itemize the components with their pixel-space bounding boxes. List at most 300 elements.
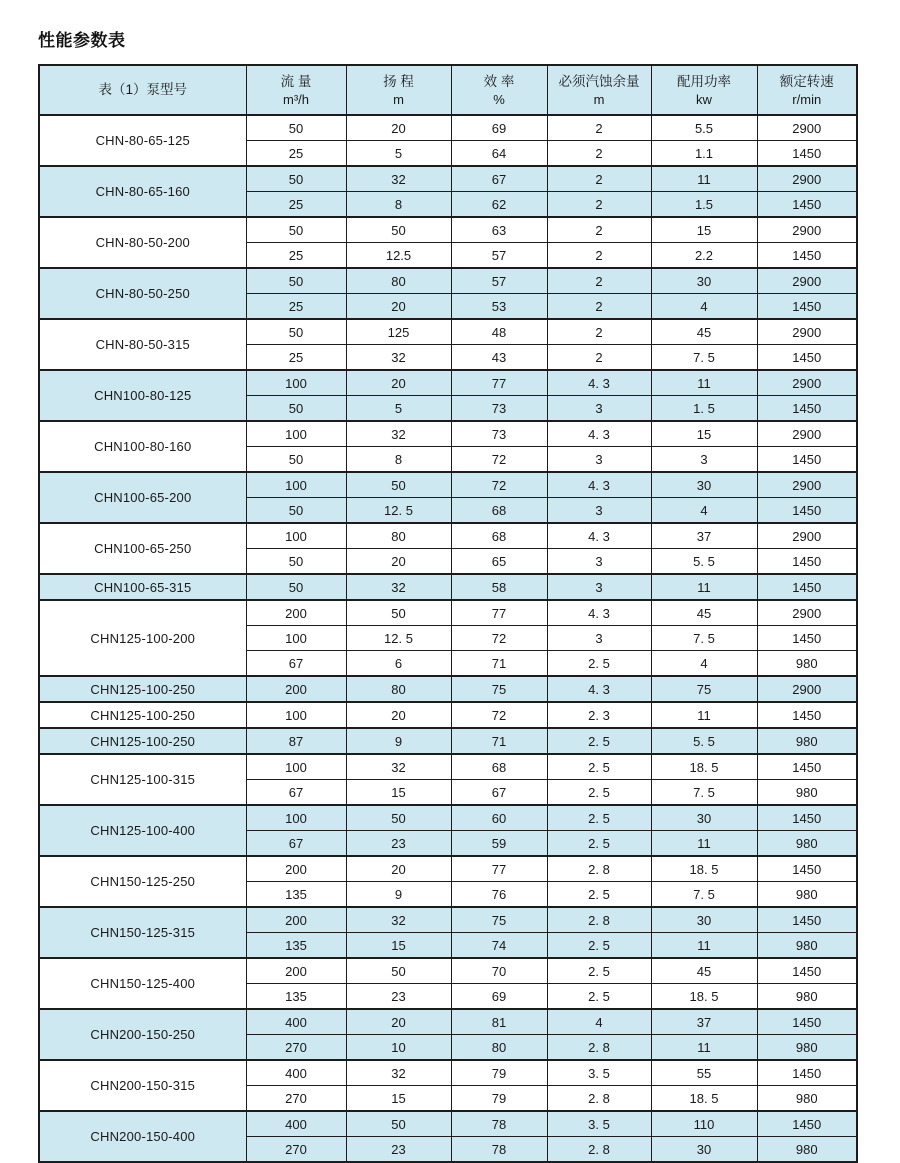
value-cell: 71	[451, 728, 547, 754]
pump-model-cell: CHN125-100-315	[39, 754, 246, 805]
value-cell: 15	[346, 780, 451, 806]
pump-model-cell: CHN-80-65-125	[39, 115, 246, 166]
pump-model-cell: CHN150-125-250	[39, 856, 246, 907]
value-cell: 3	[547, 549, 651, 575]
table-row	[39, 1060, 857, 1086]
value-cell: 50	[246, 319, 346, 345]
value-cell: 3	[651, 447, 757, 473]
value-cell: 15	[346, 933, 451, 959]
value-cell: 30	[651, 1137, 757, 1163]
value-cell: 7. 5	[651, 882, 757, 908]
value-cell: 400	[246, 1111, 346, 1137]
value-cell: 23	[346, 984, 451, 1010]
value-cell: 32	[346, 345, 451, 371]
value-cell: 79	[451, 1086, 547, 1112]
value-cell: 2	[547, 141, 651, 167]
value-cell: 5	[346, 396, 451, 422]
value-cell: 2900	[757, 217, 857, 243]
pump-model-cell: CHN-80-50-200	[39, 217, 246, 268]
value-cell: 9	[346, 882, 451, 908]
value-cell: 2900	[757, 421, 857, 447]
column-unit: m³/h	[283, 91, 309, 107]
value-cell: 2	[547, 345, 651, 371]
value-cell: 4	[651, 651, 757, 677]
table-row	[39, 421, 857, 447]
value-cell: 100	[246, 702, 346, 728]
value-cell: 43	[451, 345, 547, 371]
value-cell: 32	[346, 421, 451, 447]
value-cell: 3. 5	[547, 1111, 651, 1137]
value-cell: 980	[757, 728, 857, 754]
value-cell: 1450	[757, 958, 857, 984]
value-cell: 1.1	[651, 141, 757, 167]
value-cell: 100	[246, 370, 346, 396]
value-cell: 50	[246, 574, 346, 600]
value-cell: 20	[346, 1009, 451, 1035]
value-cell: 4. 3	[547, 523, 651, 549]
value-cell: 10	[346, 1035, 451, 1061]
value-cell: 18. 5	[651, 1086, 757, 1112]
value-cell: 67	[246, 651, 346, 677]
table-row	[39, 676, 857, 702]
column-label: 配用功率	[677, 73, 731, 89]
value-cell: 1450	[757, 856, 857, 882]
column-header-3	[451, 65, 547, 115]
value-cell: 20	[346, 856, 451, 882]
value-cell: 50	[246, 166, 346, 192]
value-cell: 2	[547, 166, 651, 192]
value-cell: 980	[757, 1086, 857, 1112]
value-cell: 980	[757, 882, 857, 908]
value-cell: 68	[451, 523, 547, 549]
pump-model-cell: CHN100-80-125	[39, 370, 246, 421]
pump-model-cell: CHN-80-65-160	[39, 166, 246, 217]
table-body	[39, 115, 857, 1162]
value-cell: 68	[451, 498, 547, 524]
value-cell: 37	[651, 523, 757, 549]
value-cell: 57	[451, 268, 547, 294]
pump-model-cell: CHN200-150-250	[39, 1009, 246, 1060]
value-cell: 980	[757, 984, 857, 1010]
value-cell: 1450	[757, 243, 857, 269]
value-cell: 3	[547, 396, 651, 422]
value-cell: 69	[451, 115, 547, 141]
value-cell: 72	[451, 626, 547, 651]
value-cell: 80	[346, 523, 451, 549]
value-cell: 2	[547, 115, 651, 141]
value-cell: 4. 3	[547, 370, 651, 396]
value-cell: 80	[346, 676, 451, 702]
pump-model-cell: CHN100-80-160	[39, 421, 246, 472]
value-cell: 1450	[757, 549, 857, 575]
value-cell: 5	[346, 141, 451, 167]
value-cell: 67	[451, 780, 547, 806]
value-cell: 2900	[757, 600, 857, 626]
value-cell: 11	[651, 1035, 757, 1061]
column-header-0	[39, 65, 246, 115]
table-row	[39, 600, 857, 626]
value-cell: 12. 5	[346, 498, 451, 524]
value-cell: 81	[451, 1009, 547, 1035]
table-row	[39, 319, 857, 345]
value-cell: 5. 5	[651, 549, 757, 575]
table-row	[39, 754, 857, 780]
value-cell: 50	[246, 268, 346, 294]
value-cell: 74	[451, 933, 547, 959]
value-cell: 50	[346, 472, 451, 498]
value-cell: 1. 5	[651, 396, 757, 422]
value-cell: 72	[451, 447, 547, 473]
value-cell: 32	[346, 907, 451, 933]
pump-model-cell: CHN-80-50-250	[39, 268, 246, 319]
value-cell: 2. 8	[547, 907, 651, 933]
value-cell: 270	[246, 1086, 346, 1112]
header-row	[39, 65, 857, 115]
value-cell: 100	[246, 805, 346, 831]
value-cell: 58	[451, 574, 547, 600]
value-cell: 65	[451, 549, 547, 575]
value-cell: 50	[246, 498, 346, 524]
value-cell: 18. 5	[651, 754, 757, 780]
value-cell: 200	[246, 676, 346, 702]
value-cell: 1450	[757, 396, 857, 422]
value-cell: 270	[246, 1035, 346, 1061]
table-row	[39, 574, 857, 600]
value-cell: 200	[246, 958, 346, 984]
value-cell: 2900	[757, 115, 857, 141]
value-cell: 9	[346, 728, 451, 754]
value-cell: 20	[346, 294, 451, 320]
value-cell: 1450	[757, 294, 857, 320]
value-cell: 73	[451, 396, 547, 422]
value-cell: 77	[451, 856, 547, 882]
value-cell: 7. 5	[651, 345, 757, 371]
value-cell: 15	[651, 421, 757, 447]
value-cell: 135	[246, 984, 346, 1010]
value-cell: 64	[451, 141, 547, 167]
column-label: 表（1）泵型号	[98, 82, 187, 97]
value-cell: 67	[451, 166, 547, 192]
value-cell: 50	[346, 600, 451, 626]
value-cell: 270	[246, 1137, 346, 1163]
table-row	[39, 1111, 857, 1137]
value-cell: 45	[651, 600, 757, 626]
value-cell: 50	[246, 447, 346, 473]
value-cell: 1450	[757, 754, 857, 780]
value-cell: 1450	[757, 574, 857, 600]
column-header-5	[651, 65, 757, 115]
value-cell: 4. 3	[547, 421, 651, 447]
table-row	[39, 472, 857, 498]
value-cell: 15	[651, 217, 757, 243]
pump-model-cell: CHN100-65-315	[39, 574, 246, 600]
value-cell: 25	[246, 345, 346, 371]
table-row	[39, 268, 857, 294]
value-cell: 3	[547, 447, 651, 473]
value-cell: 100	[246, 626, 346, 651]
table-row	[39, 805, 857, 831]
value-cell: 2. 5	[547, 984, 651, 1010]
value-cell: 11	[651, 831, 757, 857]
column-unit: %	[493, 91, 505, 107]
value-cell: 11	[651, 574, 757, 600]
value-cell: 100	[246, 523, 346, 549]
value-cell: 2900	[757, 370, 857, 396]
pump-model-cell: CHN125-100-250	[39, 676, 246, 702]
value-cell: 30	[651, 907, 757, 933]
column-header-4	[547, 65, 651, 115]
value-cell: 2900	[757, 268, 857, 294]
pump-model-cell: CHN-80-50-315	[39, 319, 246, 370]
value-cell: 80	[346, 268, 451, 294]
table-row	[39, 217, 857, 243]
value-cell: 1450	[757, 805, 857, 831]
table-row	[39, 958, 857, 984]
value-cell: 1450	[757, 447, 857, 473]
value-cell: 1450	[757, 1060, 857, 1086]
value-cell: 72	[451, 472, 547, 498]
value-cell: 2. 8	[547, 1086, 651, 1112]
value-cell: 5.5	[651, 115, 757, 141]
value-cell: 50	[346, 1111, 451, 1137]
column-unit: r/min	[792, 91, 822, 107]
column-header-1	[246, 65, 346, 115]
value-cell: 75	[651, 676, 757, 702]
table-row	[39, 523, 857, 549]
value-cell: 78	[451, 1111, 547, 1137]
value-cell: 50	[246, 115, 346, 141]
value-cell: 2. 8	[547, 1137, 651, 1163]
value-cell: 11	[651, 702, 757, 728]
column-unit: m	[393, 91, 404, 107]
value-cell: 980	[757, 1137, 857, 1163]
value-cell: 11	[651, 166, 757, 192]
value-cell: 50	[346, 217, 451, 243]
value-cell: 32	[346, 754, 451, 780]
pump-model-cell: CHN125-100-200	[39, 600, 246, 676]
table-row	[39, 728, 857, 754]
value-cell: 76	[451, 882, 547, 908]
value-cell: 3	[547, 498, 651, 524]
value-cell: 37	[651, 1009, 757, 1035]
value-cell: 57	[451, 243, 547, 269]
performance-parameters-table	[38, 64, 858, 1163]
value-cell: 20	[346, 549, 451, 575]
value-cell: 75	[451, 676, 547, 702]
value-cell: 87	[246, 728, 346, 754]
value-cell: 4	[651, 498, 757, 524]
value-cell: 2. 5	[547, 958, 651, 984]
value-cell: 7. 5	[651, 780, 757, 806]
pump-model-cell: CHN125-100-400	[39, 805, 246, 856]
value-cell: 4. 3	[547, 676, 651, 702]
value-cell: 3	[547, 574, 651, 600]
table-header	[39, 65, 857, 115]
value-cell: 2. 8	[547, 856, 651, 882]
value-cell: 79	[451, 1060, 547, 1086]
pump-model-cell: CHN100-65-200	[39, 472, 246, 523]
value-cell: 3. 5	[547, 1060, 651, 1086]
value-cell: 80	[451, 1035, 547, 1061]
value-cell: 2	[547, 243, 651, 269]
value-cell: 2. 5	[547, 882, 651, 908]
value-cell: 2. 8	[547, 1035, 651, 1061]
value-cell: 1450	[757, 141, 857, 167]
value-cell: 20	[346, 702, 451, 728]
value-cell: 50	[246, 396, 346, 422]
value-cell: 67	[246, 831, 346, 857]
column-header-6	[757, 65, 857, 115]
value-cell: 53	[451, 294, 547, 320]
value-cell: 2	[547, 192, 651, 218]
value-cell: 4. 3	[547, 472, 651, 498]
value-cell: 980	[757, 651, 857, 677]
pump-model-cell: CHN150-125-315	[39, 907, 246, 958]
value-cell: 2.2	[651, 243, 757, 269]
value-cell: 2900	[757, 319, 857, 345]
value-cell: 20	[346, 370, 451, 396]
value-cell: 4. 3	[547, 600, 651, 626]
value-cell: 980	[757, 831, 857, 857]
page-title: 性能参数表	[38, 31, 126, 50]
value-cell: 4	[651, 294, 757, 320]
value-cell: 200	[246, 600, 346, 626]
value-cell: 2. 5	[547, 933, 651, 959]
value-cell: 67	[246, 780, 346, 806]
value-cell: 62	[451, 192, 547, 218]
value-cell: 78	[451, 1137, 547, 1163]
pump-model-cell: CHN125-100-250	[39, 728, 246, 754]
value-cell: 6	[346, 651, 451, 677]
value-cell: 2. 5	[547, 831, 651, 857]
value-cell: 32	[346, 1060, 451, 1086]
value-cell: 2	[547, 268, 651, 294]
value-cell: 8	[346, 447, 451, 473]
value-cell: 2900	[757, 676, 857, 702]
value-cell: 2900	[757, 166, 857, 192]
value-cell: 32	[346, 166, 451, 192]
value-cell: 125	[346, 319, 451, 345]
value-cell: 200	[246, 856, 346, 882]
value-cell: 1450	[757, 498, 857, 524]
value-cell: 77	[451, 370, 547, 396]
value-cell: 63	[451, 217, 547, 243]
value-cell: 75	[451, 907, 547, 933]
value-cell: 18. 5	[651, 856, 757, 882]
column-unit: m	[593, 91, 605, 107]
value-cell: 55	[651, 1060, 757, 1086]
value-cell: 1450	[757, 192, 857, 218]
pump-model-cell: CHN150-125-400	[39, 958, 246, 1009]
value-cell: 23	[346, 831, 451, 857]
value-cell: 400	[246, 1009, 346, 1035]
value-cell: 18. 5	[651, 984, 757, 1010]
value-cell: 200	[246, 907, 346, 933]
value-cell: 30	[651, 268, 757, 294]
value-cell: 77	[451, 600, 547, 626]
value-cell: 11	[651, 933, 757, 959]
pump-model-cell: CHN200-150-400	[39, 1111, 246, 1162]
value-cell: 135	[246, 882, 346, 908]
value-cell: 2	[547, 217, 651, 243]
pump-model-cell: CHN100-65-250	[39, 523, 246, 574]
value-cell: 1450	[757, 345, 857, 371]
table-row	[39, 115, 857, 141]
value-cell: 71	[451, 651, 547, 677]
value-cell: 2. 5	[547, 780, 651, 806]
value-cell: 100	[246, 421, 346, 447]
column-label: 流 量	[280, 73, 312, 89]
table-row	[39, 1009, 857, 1035]
column-label: 必须汽蚀余量	[558, 73, 640, 89]
value-cell: 2900	[757, 523, 857, 549]
value-cell: 2	[547, 319, 651, 345]
value-cell: 980	[757, 1035, 857, 1061]
value-cell: 23	[346, 1137, 451, 1163]
value-cell: 100	[246, 754, 346, 780]
value-cell: 135	[246, 933, 346, 959]
value-cell: 1450	[757, 907, 857, 933]
value-cell: 1450	[757, 1009, 857, 1035]
value-cell: 7. 5	[651, 626, 757, 651]
value-cell: 1.5	[651, 192, 757, 218]
value-cell: 25	[246, 192, 346, 218]
value-cell: 11	[651, 370, 757, 396]
table-row	[39, 856, 857, 882]
value-cell: 50	[246, 549, 346, 575]
value-cell: 59	[451, 831, 547, 857]
value-cell: 30	[651, 472, 757, 498]
value-cell: 73	[451, 421, 547, 447]
value-cell: 70	[451, 958, 547, 984]
value-cell: 110	[651, 1111, 757, 1137]
value-cell: 1450	[757, 626, 857, 651]
value-cell: 400	[246, 1060, 346, 1086]
value-cell: 1450	[757, 1111, 857, 1137]
value-cell: 30	[651, 805, 757, 831]
value-cell: 25	[246, 294, 346, 320]
table-row	[39, 370, 857, 396]
value-cell: 69	[451, 984, 547, 1010]
value-cell: 48	[451, 319, 547, 345]
value-cell: 1450	[757, 702, 857, 728]
value-cell: 15	[346, 1086, 451, 1112]
value-cell: 60	[451, 805, 547, 831]
column-label: 效 率	[483, 73, 515, 89]
value-cell: 25	[246, 243, 346, 269]
value-cell: 8	[346, 192, 451, 218]
table-row	[39, 907, 857, 933]
value-cell: 980	[757, 933, 857, 959]
value-cell: 2. 5	[547, 728, 651, 754]
value-cell: 2900	[757, 472, 857, 498]
value-cell: 2. 5	[547, 754, 651, 780]
value-cell: 12. 5	[346, 626, 451, 651]
value-cell: 2	[547, 294, 651, 320]
value-cell: 100	[246, 472, 346, 498]
pump-model-cell: CHN200-150-315	[39, 1060, 246, 1111]
value-cell: 2. 3	[547, 702, 651, 728]
value-cell: 50	[346, 805, 451, 831]
value-cell: 2. 5	[547, 651, 651, 677]
column-label: 额定转速	[779, 73, 834, 89]
value-cell: 45	[651, 319, 757, 345]
value-cell: 25	[246, 141, 346, 167]
table-row	[39, 166, 857, 192]
value-cell: 12.5	[346, 243, 451, 269]
value-cell: 68	[451, 754, 547, 780]
value-cell: 5. 5	[651, 728, 757, 754]
